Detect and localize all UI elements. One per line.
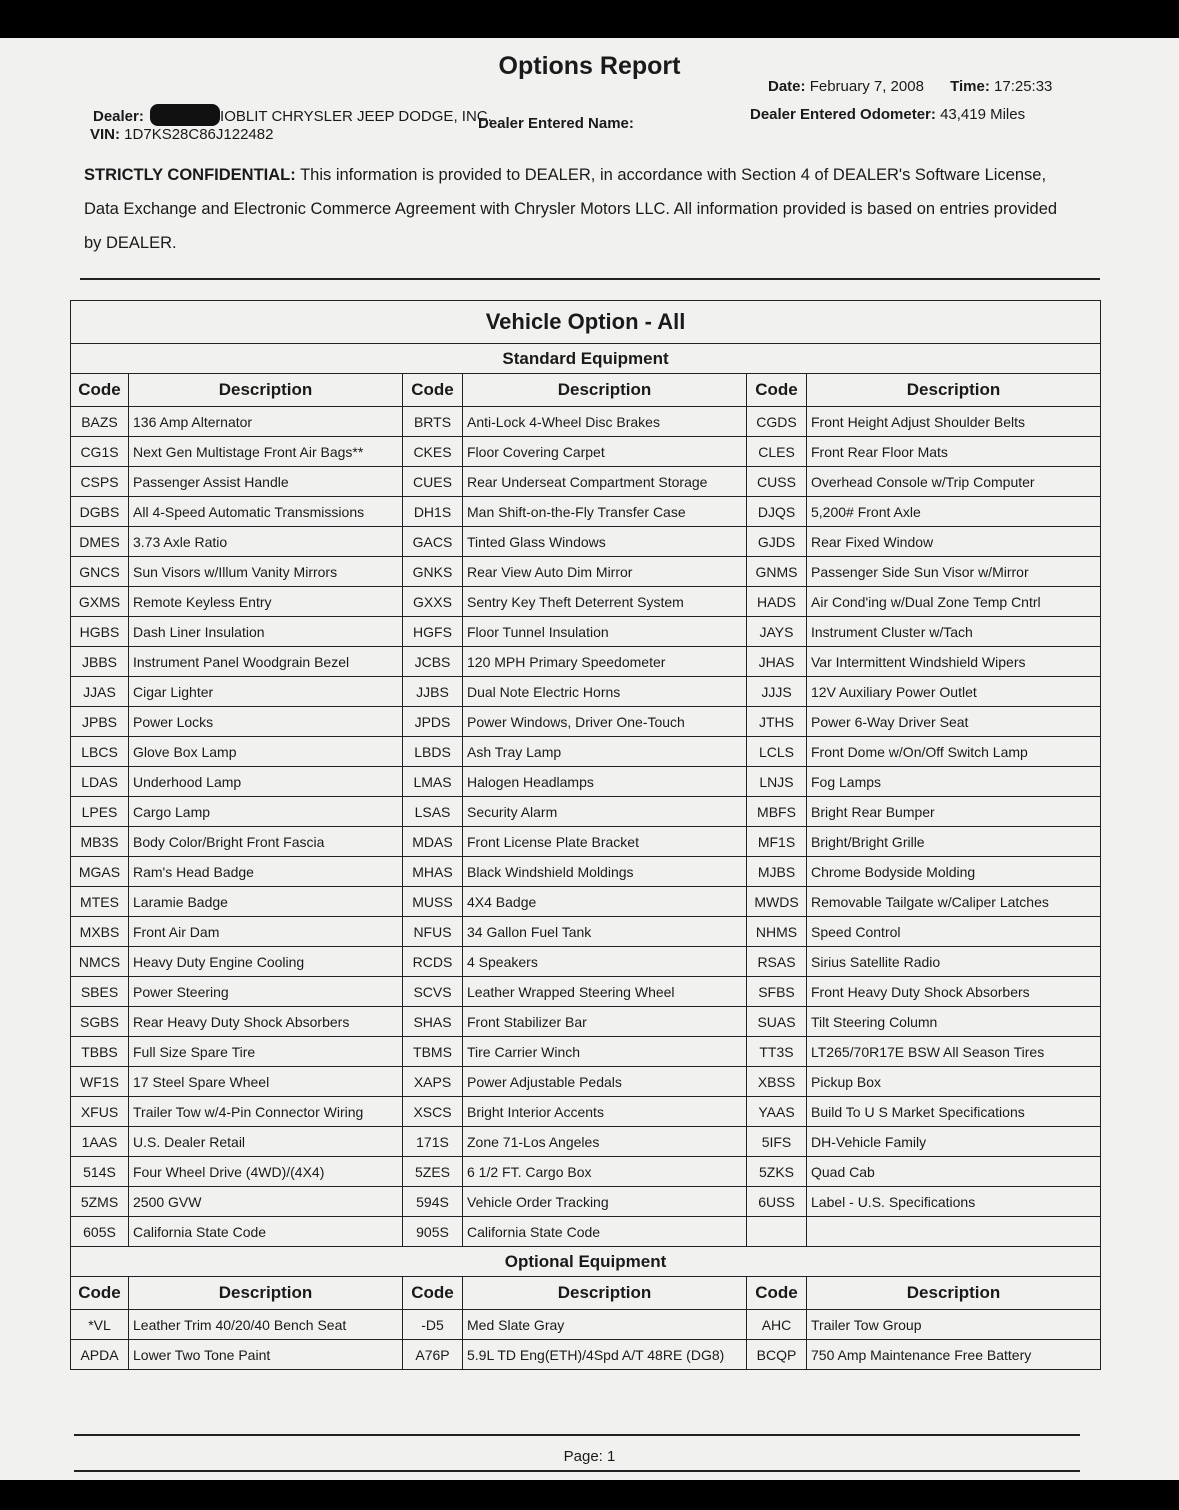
option-code: CGDS <box>747 407 807 437</box>
option-code: HGBS <box>71 617 129 647</box>
option-description: Underhood Lamp <box>129 767 403 797</box>
standard-equipment-row <box>71 677 1101 707</box>
option-description: Speed Control <box>807 917 1101 947</box>
option-code: DJQS <box>747 497 807 527</box>
option-code: 171S <box>403 1127 463 1157</box>
option-description: Anti-Lock 4-Wheel Disc Brakes <box>463 407 747 437</box>
standard-equipment-row <box>71 647 1101 677</box>
option-code: MBFS <box>747 797 807 827</box>
option-description: 120 MPH Primary Speedometer <box>463 647 747 677</box>
option-code: GNKS <box>403 557 463 587</box>
option-code: 5ZKS <box>747 1157 807 1187</box>
option-description: All 4-Speed Automatic Transmissions <box>129 497 403 527</box>
column-header-code: Code <box>747 374 807 407</box>
option-code: NMCS <box>71 947 129 977</box>
standard-equipment-row <box>71 557 1101 587</box>
odometer-value: 43,419 Miles <box>940 106 1026 123</box>
option-description: Trailer Tow w/4-Pin Connector Wiring <box>129 1097 403 1127</box>
option-code: WF1S <box>71 1067 129 1097</box>
option-code: BRTS <box>403 407 463 437</box>
option-description: 2500 GVW <box>129 1187 403 1217</box>
option-code: XFUS <box>71 1097 129 1127</box>
option-description: Tire Carrier Winch <box>463 1037 747 1067</box>
option-description: Front Rear Floor Mats <box>807 437 1101 467</box>
option-description: Rear Underseat Compartment Storage <box>463 467 747 497</box>
standard-equipment-row <box>71 1097 1101 1127</box>
option-code: TT3S <box>747 1037 807 1067</box>
column-header-description: Description <box>129 374 403 407</box>
option-code: XAPS <box>403 1067 463 1097</box>
standard-equipment-row <box>71 977 1101 1007</box>
option-code: TBBS <box>71 1037 129 1067</box>
option-description: Build To U S Market Specifications <box>807 1097 1101 1127</box>
option-code: MXBS <box>71 917 129 947</box>
confidentiality-notice <box>84 158 1074 260</box>
option-code: JPBS <box>71 707 129 737</box>
standard-equipment-row <box>71 917 1101 947</box>
vin-label: VIN: <box>90 126 120 143</box>
option-description: U.S. Dealer Retail <box>129 1127 403 1157</box>
column-header-code: Code <box>71 1277 129 1310</box>
option-code: JHAS <box>747 647 807 677</box>
option-description: Black Windshield Moldings <box>463 857 747 887</box>
option-code <box>747 1217 807 1247</box>
option-code: JAYS <box>747 617 807 647</box>
option-description: 5,200# Front Axle <box>807 497 1101 527</box>
option-code: JTHS <box>747 707 807 737</box>
option-code: GJDS <box>747 527 807 557</box>
option-code: SGBS <box>71 1007 129 1037</box>
option-description: DH-Vehicle Family <box>807 1127 1101 1157</box>
standard-equipment-row <box>71 1067 1101 1097</box>
option-description: Removable Tailgate w/Caliper Latches <box>807 887 1101 917</box>
odometer-line <box>750 106 1025 123</box>
column-header-code: Code <box>747 1277 807 1310</box>
report-page <box>0 38 1179 1480</box>
option-description: LT265/70R17E BSW All Season Tires <box>807 1037 1101 1067</box>
dealer-line <box>93 104 492 126</box>
option-code: 5IFS <box>747 1127 807 1157</box>
option-description: Quad Cab <box>807 1157 1101 1187</box>
dealer-name: IOBLIT CHRYSLER JEEP DODGE, INC. <box>220 108 492 125</box>
option-description: Med Slate Gray <box>463 1310 747 1340</box>
option-code: GNCS <box>71 557 129 587</box>
option-description: Cigar Lighter <box>129 677 403 707</box>
option-description: Power Locks <box>129 707 403 737</box>
option-description: 750 Amp Maintenance Free Battery <box>807 1340 1101 1370</box>
option-description: Full Size Spare Tire <box>129 1037 403 1067</box>
option-code: LNJS <box>747 767 807 797</box>
standard-equipment-row <box>71 857 1101 887</box>
option-description: Pickup Box <box>807 1067 1101 1097</box>
date-value: February 7, 2008 <box>809 78 924 95</box>
column-header-description: Description <box>129 1277 403 1310</box>
option-description: Front Dome w/On/Off Switch Lamp <box>807 737 1101 767</box>
option-code: LDAS <box>71 767 129 797</box>
option-code: GXMS <box>71 587 129 617</box>
option-description: Front Height Adjust Shoulder Belts <box>807 407 1101 437</box>
option-description: Rear View Auto Dim Mirror <box>463 557 747 587</box>
option-description: Dual Note Electric Horns <box>463 677 747 707</box>
option-code: SHAS <box>403 1007 463 1037</box>
option-code: 594S <box>403 1187 463 1217</box>
option-code: 514S <box>71 1157 129 1187</box>
option-code: A76P <box>403 1340 463 1370</box>
standard-column-headers <box>71 374 1101 407</box>
option-code: JCBS <box>403 647 463 677</box>
option-code: CUES <box>403 467 463 497</box>
option-description: Front Stabilizer Bar <box>463 1007 747 1037</box>
standard-equipment-row <box>71 887 1101 917</box>
option-description: Body Color/Bright Front Fascia <box>129 827 403 857</box>
option-code: SFBS <box>747 977 807 1007</box>
odometer-label: Dealer Entered Odometer: <box>750 106 936 123</box>
optional-equipment-heading: Optional Equipment <box>71 1247 1101 1277</box>
option-code: MWDS <box>747 887 807 917</box>
confidential-text: This information is provided to DEALER, in accordance with Section 4 of DEALER's Software License, Data Exchange and Electronic Commerce Agreement with Chrysler Motors LLC. All information provided is based on entries provided by DEALER. <box>84 166 1058 252</box>
option-code: LCLS <box>747 737 807 767</box>
footer-rule-bottom <box>74 1470 1080 1472</box>
option-description: 17 Steel Spare Wheel <box>129 1067 403 1097</box>
option-description: Leather Trim 40/20/40 Bench Seat <box>129 1310 403 1340</box>
option-code: CKES <box>403 437 463 467</box>
option-code: JJJS <box>747 677 807 707</box>
option-description: California State Code <box>463 1217 747 1247</box>
standard-equipment-row <box>71 707 1101 737</box>
standard-equipment-row <box>71 497 1101 527</box>
option-description: Laramie Badge <box>129 887 403 917</box>
option-description: California State Code <box>129 1217 403 1247</box>
option-code: DGBS <box>71 497 129 527</box>
vin-line <box>90 126 273 143</box>
option-description: 12V Auxiliary Power Outlet <box>807 677 1101 707</box>
option-code: YAAS <box>747 1097 807 1127</box>
option-code: SUAS <box>747 1007 807 1037</box>
standard-equipment-row <box>71 947 1101 977</box>
option-code: MJBS <box>747 857 807 887</box>
standard-equipment-row <box>71 1217 1101 1247</box>
option-code: *VL <box>71 1310 129 1340</box>
standard-equipment-row <box>71 587 1101 617</box>
standard-equipment-row <box>71 1007 1101 1037</box>
standard-equipment-row <box>71 617 1101 647</box>
option-description: Ash Tray Lamp <box>463 737 747 767</box>
option-description: Power Windows, Driver One-Touch <box>463 707 747 737</box>
option-description: Halogen Headlamps <box>463 767 747 797</box>
standard-equipment-row <box>71 737 1101 767</box>
footer-rule <box>74 1434 1080 1436</box>
option-description: Power 6-Way Driver Seat <box>807 707 1101 737</box>
option-description: 5.9L TD Eng(ETH)/4Spd A/T 48RE (DG8) <box>463 1340 747 1370</box>
option-description: Instrument Panel Woodgrain Bezel <box>129 647 403 677</box>
option-description: Bright/Bright Grille <box>807 827 1101 857</box>
option-code: 5ZES <box>403 1157 463 1187</box>
option-description: Zone 71-Los Angeles <box>463 1127 747 1157</box>
standard-equipment-row <box>71 827 1101 857</box>
page-number: Page: 1 <box>563 1448 616 1465</box>
confidential-label: STRICTLY CONFIDENTIAL: <box>84 166 296 184</box>
standard-equipment-row <box>71 1157 1101 1187</box>
option-code: SBES <box>71 977 129 1007</box>
option-description: Sentry Key Theft Deterrent System <box>463 587 747 617</box>
option-description: Next Gen Multistage Front Air Bags** <box>129 437 403 467</box>
option-description: 3.73 Axle Ratio <box>129 527 403 557</box>
time-label: Time: <box>950 78 990 95</box>
option-description: Bright Rear Bumper <box>807 797 1101 827</box>
date-line <box>768 78 1052 95</box>
option-description: Front Air Dam <box>129 917 403 947</box>
option-code: HGFS <box>403 617 463 647</box>
option-code: 6USS <box>747 1187 807 1217</box>
standard-equipment-row <box>71 437 1101 467</box>
option-description: Vehicle Order Tracking <box>463 1187 747 1217</box>
option-code: JJBS <box>403 677 463 707</box>
option-description: Dash Liner Insulation <box>129 617 403 647</box>
option-description: Tilt Steering Column <box>807 1007 1101 1037</box>
option-code: APDA <box>71 1340 129 1370</box>
standard-equipment-row <box>71 797 1101 827</box>
option-code: 605S <box>71 1217 129 1247</box>
option-description: Heavy Duty Engine Cooling <box>129 947 403 977</box>
option-code: BCQP <box>747 1340 807 1370</box>
option-code: BAZS <box>71 407 129 437</box>
option-description: Fog Lamps <box>807 767 1101 797</box>
option-code: LBCS <box>71 737 129 767</box>
option-description: Bright Interior Accents <box>463 1097 747 1127</box>
option-description: Leather Wrapped Steering Wheel <box>463 977 747 1007</box>
option-code: CSPS <box>71 467 129 497</box>
option-code: NHMS <box>747 917 807 947</box>
option-description: Power Steering <box>129 977 403 1007</box>
option-description: 136 Amp Alternator <box>129 407 403 437</box>
option-description: Label - U.S. Specifications <box>807 1187 1101 1217</box>
column-header-description: Description <box>807 1277 1101 1310</box>
option-description: Man Shift-on-the-Fly Transfer Case <box>463 497 747 527</box>
time-value: 17:25:33 <box>994 78 1053 95</box>
option-description: Floor Tunnel Insulation <box>463 617 747 647</box>
standard-equipment-row <box>71 1037 1101 1067</box>
option-description: Security Alarm <box>463 797 747 827</box>
option-code: LMAS <box>403 767 463 797</box>
option-code: RSAS <box>747 947 807 977</box>
option-code: MB3S <box>71 827 129 857</box>
option-code: RCDS <box>403 947 463 977</box>
option-code: JJAS <box>71 677 129 707</box>
option-description: Power Adjustable Pedals <box>463 1067 747 1097</box>
option-description: 6 1/2 FT. Cargo Box <box>463 1157 747 1187</box>
column-header-code: Code <box>71 374 129 407</box>
option-code: AHC <box>747 1310 807 1340</box>
optional-equipment-heading-row <box>71 1247 1101 1277</box>
option-description: Remote Keyless Entry <box>129 587 403 617</box>
option-code: 905S <box>403 1217 463 1247</box>
option-description: Front License Plate Bracket <box>463 827 747 857</box>
optional-equipment-row <box>71 1310 1101 1340</box>
option-code: MF1S <box>747 827 807 857</box>
option-code: 5ZMS <box>71 1187 129 1217</box>
option-description <box>807 1217 1101 1247</box>
standard-equipment-row <box>71 527 1101 557</box>
dealer-entered-name-label: Dealer Entered Name: <box>478 115 634 132</box>
vin-value: 1D7KS28C86J122482 <box>124 126 274 143</box>
option-description: 34 Gallon Fuel Tank <box>463 917 747 947</box>
option-description: Passenger Assist Handle <box>129 467 403 497</box>
option-description: Overhead Console w/Trip Computer <box>807 467 1101 497</box>
optional-equipment-row <box>71 1340 1101 1370</box>
column-header-code: Code <box>403 1277 463 1310</box>
option-description: Rear Fixed Window <box>807 527 1101 557</box>
option-code: GXXS <box>403 587 463 617</box>
option-code: LPES <box>71 797 129 827</box>
option-code: MDAS <box>403 827 463 857</box>
optional-column-headers <box>71 1277 1101 1310</box>
option-code: MGAS <box>71 857 129 887</box>
option-description: Trailer Tow Group <box>807 1310 1101 1340</box>
option-code: 1AAS <box>71 1127 129 1157</box>
option-code: GACS <box>403 527 463 557</box>
option-code: LSAS <box>403 797 463 827</box>
option-description: 4 Speakers <box>463 947 747 977</box>
option-description: Air Cond'ing w/Dual Zone Temp Cntrl <box>807 587 1101 617</box>
option-code: LBDS <box>403 737 463 767</box>
option-description: Front Heavy Duty Shock Absorbers <box>807 977 1101 1007</box>
column-header-description: Description <box>463 1277 747 1310</box>
option-description: Cargo Lamp <box>129 797 403 827</box>
option-description: Instrument Cluster w/Tach <box>807 617 1101 647</box>
option-code: TBMS <box>403 1037 463 1067</box>
option-description: Floor Covering Carpet <box>463 437 747 467</box>
option-code: MHAS <box>403 857 463 887</box>
option-description: Chrome Bodyside Molding <box>807 857 1101 887</box>
standard-equipment-row <box>71 767 1101 797</box>
option-code: HADS <box>747 587 807 617</box>
option-description: Passenger Side Sun Visor w/Mirror <box>807 557 1101 587</box>
option-description: Sirius Satellite Radio <box>807 947 1101 977</box>
column-header-code: Code <box>403 374 463 407</box>
column-header-description: Description <box>463 374 747 407</box>
option-description: 4X4 Badge <box>463 887 747 917</box>
standard-equipment-row <box>71 1187 1101 1217</box>
standard-equipment-row <box>71 407 1101 437</box>
option-code: NFUS <box>403 917 463 947</box>
option-description: Ram's Head Badge <box>129 857 403 887</box>
option-code: DMES <box>71 527 129 557</box>
option-code: XSCS <box>403 1097 463 1127</box>
option-description: Rear Heavy Duty Shock Absorbers <box>129 1007 403 1037</box>
option-description: Glove Box Lamp <box>129 737 403 767</box>
divider <box>80 278 1100 280</box>
option-code: XBSS <box>747 1067 807 1097</box>
vehicle-option-table <box>70 300 1101 1370</box>
report-title: Options Report <box>498 52 681 80</box>
option-code: DH1S <box>403 497 463 527</box>
option-code: CLES <box>747 437 807 467</box>
table-title: Vehicle Option - All <box>71 301 1101 344</box>
option-code: MUSS <box>403 887 463 917</box>
option-description: Var Intermittent Windshield Wipers <box>807 647 1101 677</box>
standard-equipment-row <box>71 467 1101 497</box>
option-description: Tinted Glass Windows <box>463 527 747 557</box>
redaction-mark <box>150 104 220 126</box>
option-description: Sun Visors w/Illum Vanity Mirrors <box>129 557 403 587</box>
option-description: Lower Two Tone Paint <box>129 1340 403 1370</box>
date-label: Date: <box>768 78 806 95</box>
option-code: CG1S <box>71 437 129 467</box>
dealer-label: Dealer: <box>93 108 144 125</box>
option-code: CUSS <box>747 467 807 497</box>
option-code: SCVS <box>403 977 463 1007</box>
option-code: GNMS <box>747 557 807 587</box>
option-code: -D5 <box>403 1310 463 1340</box>
column-header-description: Description <box>807 374 1101 407</box>
standard-equipment-heading: Standard Equipment <box>71 344 1101 374</box>
option-description: Four Wheel Drive (4WD)/(4X4) <box>129 1157 403 1187</box>
option-code: JBBS <box>71 647 129 677</box>
standard-equipment-row <box>71 1127 1101 1157</box>
option-code: JPDS <box>403 707 463 737</box>
option-code: MTES <box>71 887 129 917</box>
